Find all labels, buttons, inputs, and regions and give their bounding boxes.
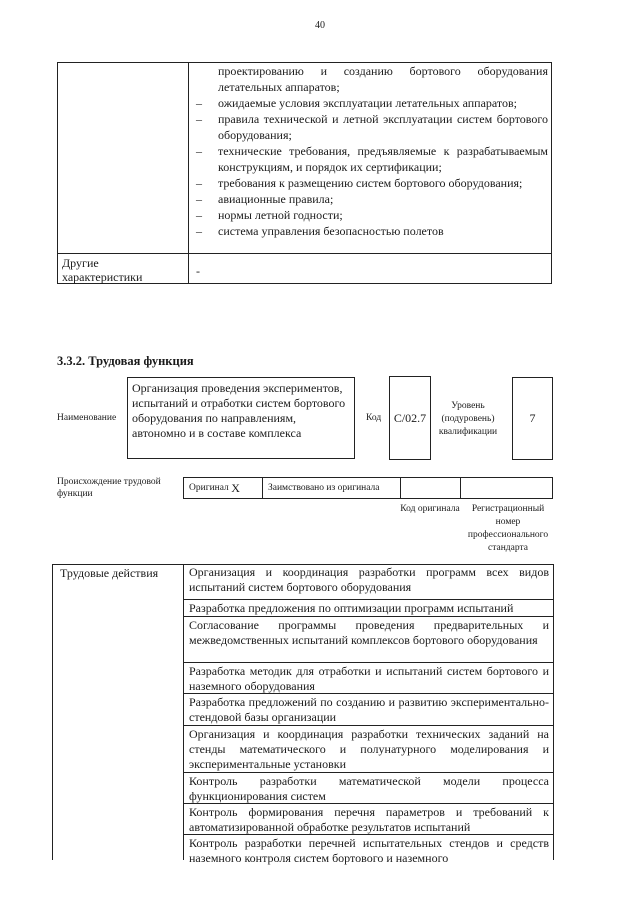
list-item: – система управления безопасностью полетов (196, 224, 444, 238)
name-label: Наименование (57, 413, 117, 423)
origin-code-footer: Код оригинала (400, 504, 460, 514)
origin-label: Происхождение трудовой функции (57, 477, 161, 499)
original-label: Оригинал (189, 483, 229, 493)
origin-borrowed-cell (262, 477, 401, 499)
page-number: 40 (315, 20, 325, 31)
list-item: – правила технической и летной эксплуатации систем бортового оборудования; (196, 112, 548, 142)
table-row: Контроль разработки перечней испытательных стендов и средств наземного контроля систем бортового и наземного (189, 836, 549, 865)
original-mark: X (231, 480, 240, 495)
origin-regnum-cell (460, 477, 553, 499)
origin-original-cell (183, 477, 263, 499)
table-row: Разработка методик для отработки и испытаний систем бортового и наземного оборудования (183, 663, 554, 694)
list-item: – требования к размещению систем бортового оборудования; (196, 176, 523, 190)
function-name-box: Организация проведения экспериментов, испытаний и отработки систем бортового оборудования по направлениям, автономно и в составе комплекса (127, 377, 355, 459)
labor-actions-label: Трудовые действия (60, 566, 159, 580)
origin-regnum-footer: Регистрационный номер профессионального стандарта (467, 504, 549, 553)
list-item: – авиационные правила; (196, 192, 334, 206)
origin-row (183, 477, 553, 499)
labor-actions-list (183, 564, 554, 865)
table-row: Организация и координация разработки программ всех видов испытаний систем бортового оборудования (183, 564, 554, 600)
other-characteristics-label: Другие характеристики (62, 256, 143, 284)
list-item: – ожидаемые условия эксплуатации летательных аппаратов; (196, 96, 518, 110)
section-title: 3.3.2. Трудовая функция (57, 354, 194, 368)
code-label: Код (366, 413, 382, 423)
table-row: Контроль формирования перечня параметров и требований к автоматизированной обработке результатов испытаний (183, 804, 554, 835)
code-box: C/02.7 (389, 376, 431, 460)
origin-code-cell (400, 477, 461, 499)
table-divider (188, 62, 189, 284)
other-characteristics-value: - (196, 264, 200, 278)
list-item: – технические требования, предъявляемые к разрабатываемым конструкциям, и порядок их сертификации; (196, 144, 548, 174)
requirements-list (196, 63, 548, 239)
table-row: Разработка предложения по оптимизации программ испытаний (183, 600, 554, 617)
list-item: – нормы летной годности; (196, 208, 343, 222)
table-row: Согласование программы проведения предварительных и межведомственных испытаний комплексов бортового оборудования (183, 617, 554, 663)
level-label: Уровень (подуровень) квалификации (438, 401, 498, 437)
table-row: Организация и координация разработки технических заданий на стенды математического и полунатурного моделирования и экспериментальные установки (183, 726, 554, 773)
borrowed-label: Заимствовано из оригинала (268, 483, 380, 493)
list-item: проектированию и созданию бортового оборудования летательных аппаратов; (218, 64, 548, 94)
table-divider (57, 253, 552, 254)
table-row: Контроль разработки математической модели процесса функционирования систем (183, 773, 554, 804)
level-box: 7 (512, 377, 553, 460)
table-row: Разработка предложений по созданию и развитию экспериментально-стендовой базы организации (183, 694, 554, 726)
